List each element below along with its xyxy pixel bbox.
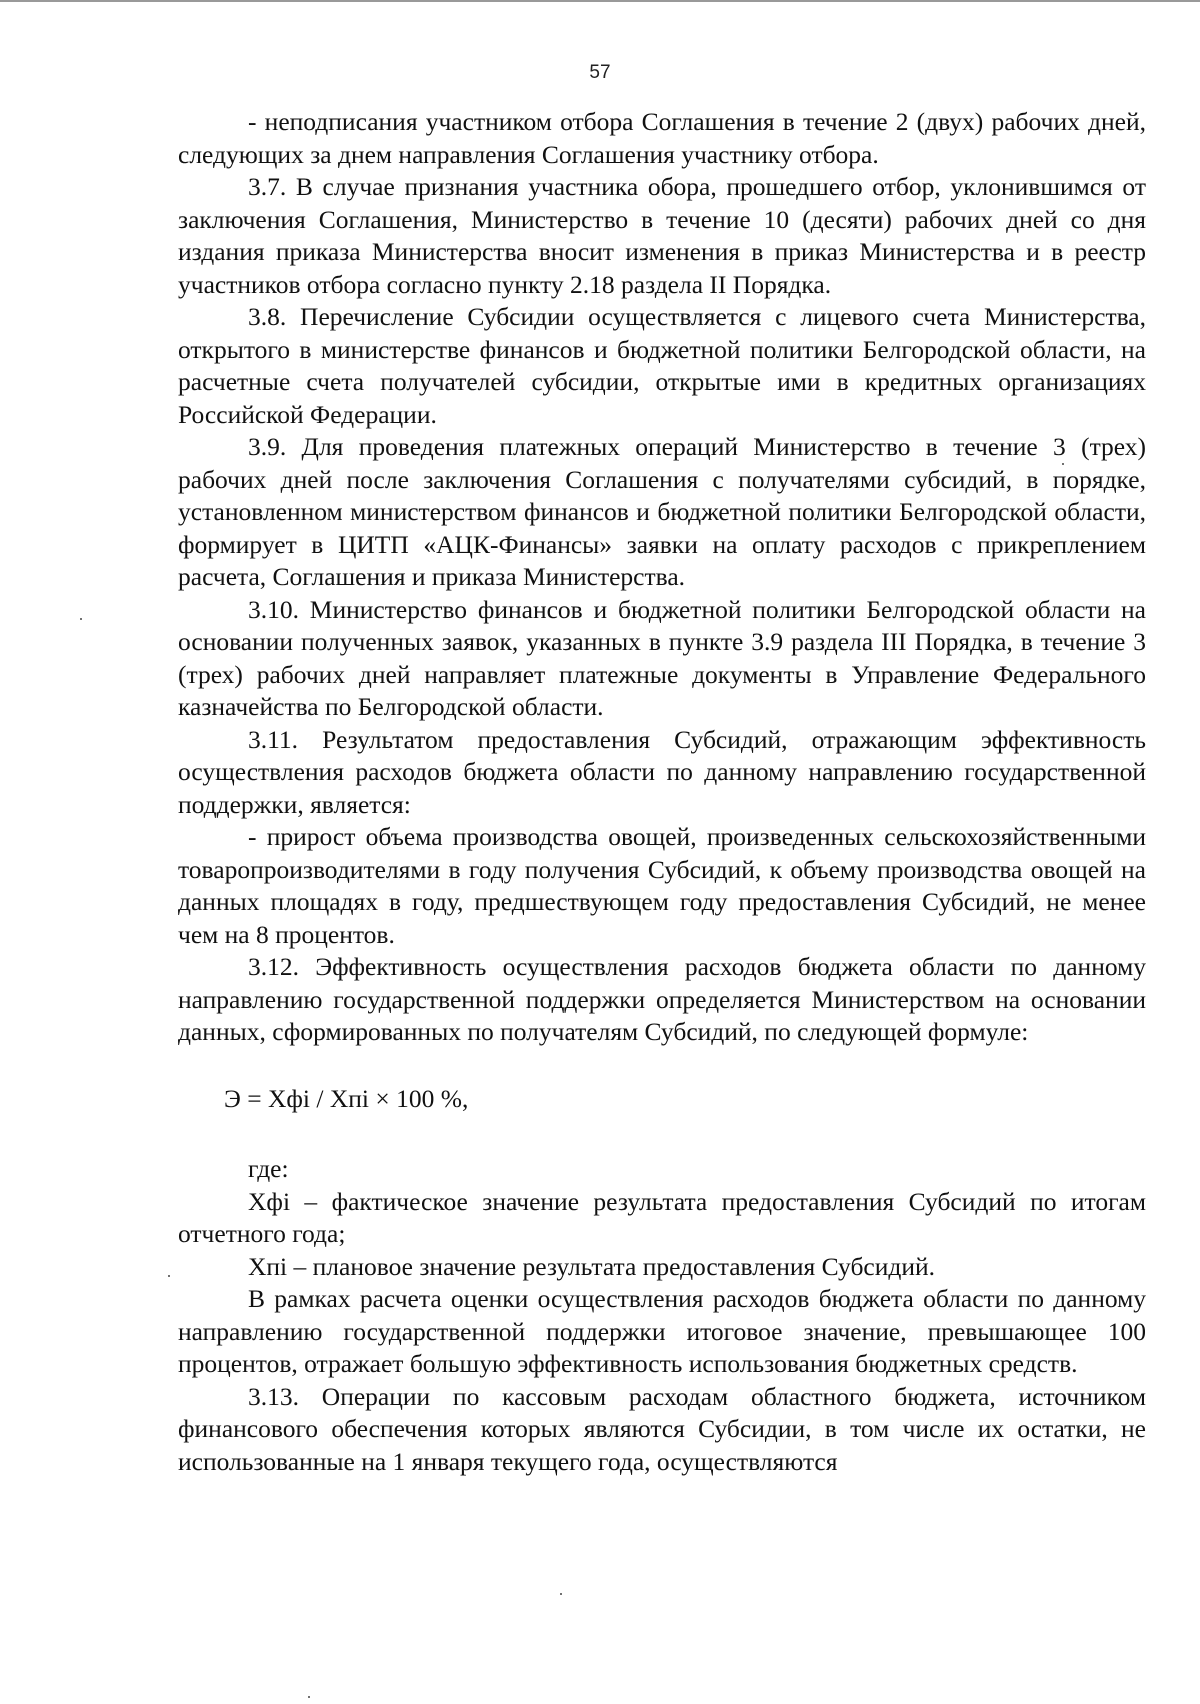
paragraph-unsigned-agreement: - неподписания участником отбора Соглашения в течение 2 (двух) рабочих дней, следующих за днем направления Соглашения участнику отбора.: [178, 107, 1146, 169]
paragraph-3-10: 3.10. Министерство финансов и бюджетной политики Белгородской области на основании полученных заявок, указанных в пункте 3.9 раздела III Порядка, в течение 3 (трех) рабочих дней направляет платежные документы в Управление Федерального казначейства по Белгородской области.: [178, 594, 1146, 721]
paragraph-3-13: 3.13. Операции по кассовым расходам областного бюджета, источником финансового обеспечения которых являются Субсидии, в том числе их остатки, не использованные на 1 января текущего года, осуществляются: [178, 1381, 1146, 1476]
paragraph-evaluation: В рамках расчета оценки осуществления расходов бюджета области по данному направлению государственной поддержки итоговое значение, превышающее 100 процентов, отражает большую эффективность использования бюджетных средств.: [178, 1284, 1146, 1378]
paragraph-3-7: 3.7. В случае признания участника обора, прошедшего отбор, уклонившимся от заключения Соглашения, Министерство в течение 10 (десяти) рабочих дней со дня издания приказа Министерства вносит изменения в приказ Министерства и в реестр участников отбора согласно пункту 2.18 раздела II Порядка.: [178, 172, 1146, 299]
paragraph-3-12: 3.12. Эффективность осуществления расходов бюджета области по данному направлению государственной поддержки определяется Министерством на основании данных, сформированных по получателям Субсидий, по следующей формуле:: [178, 952, 1146, 1046]
scan-speck: [1062, 463, 1064, 465]
paragraph-3-9: 3.9. Для проведения платежных операций Министерство в течение 3 (трех) рабочих дней после заключения Соглашения с получателями субсидий, в порядке, установленном министерством финансов и бюджетной политики Белгородской области, формирует в ЦИТП «АЦК-Финансы» заявки на оплату расходов с прикреплением расчета, Соглашения и приказа Министерства.: [178, 432, 1146, 591]
page-number: 57: [589, 62, 611, 83]
scan-speck: [560, 1593, 562, 1595]
scan-speck: [308, 1696, 310, 1698]
document-body: [178, 106, 1146, 1478]
paragraph-3-8: 3.8. Перечисление Субсидии осуществляется с лицевого счета Министерства, открытого в министерстве финансов и бюджетной политики Белгородской области, на расчетные счета получателей субсидии, открытые ими в кредитных организациях Российской Федерации.: [178, 302, 1146, 429]
scan-speck: [80, 618, 82, 620]
paragraph-result-indicator: - прирост объема производства овощей, произведенных сельскохозяйственными товаропроизводителями в году получения Субсидий, к объему производства овощей на данных площадях в году, предшествующем году предоставления Субсидий, не менее чем на 8 процентов.: [178, 822, 1146, 949]
scan-edge: [0, 0, 1200, 14]
scan-speck: [168, 1275, 170, 1277]
efficiency-formula: Э = Хфi / Хпi × 100 %,: [224, 1083, 469, 1113]
paragraph-3-11: 3.11. Результатом предоставления Субсидий, отражающим эффективность осуществления расходов бюджета области по данному направлению государственной поддержки, является:: [178, 724, 1146, 819]
paragraph-actual-value: Хфi – фактическое значение результата предоставления Субсидий по итогам отчетного года;: [178, 1186, 1146, 1248]
paragraph-planned-value: Хпi – плановое значение результата предоставления Субсидий.: [248, 1251, 936, 1281]
paragraph-where: где:: [248, 1154, 289, 1183]
